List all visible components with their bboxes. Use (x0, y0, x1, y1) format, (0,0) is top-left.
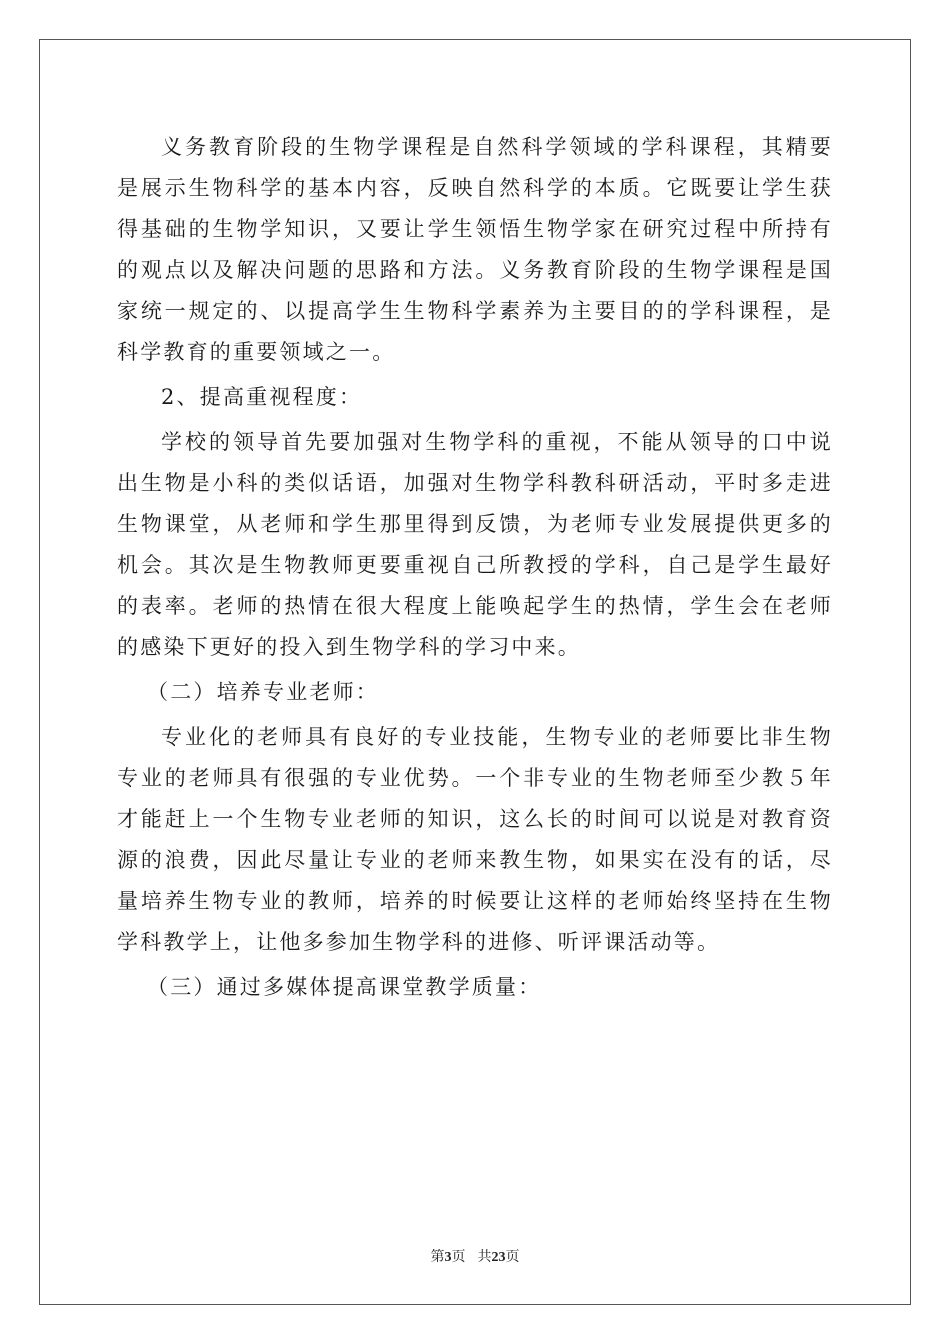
page-footer (0, 1246, 950, 1266)
paragraph-professional-teachers: 专业化的老师具有良好的专业技能，生物专业的老师要比非生物专业的老师具有很强的专业优势。一个非专业的生物老师至少教５年才能赶上一个生物专业老师的知识，这么长的时间可以说是对教育资源的浪费，因此尽量让专业的老师来教生物，如果实在没有的话，尽量培养生物专业的教师，培养的时候要让这样的老师始终坚持在生物学科教学上，让他多参加生物学科的进修、听评课活动等。 (117, 725, 833, 954)
page-total-count: 23 (491, 1250, 506, 1265)
heading-multimedia: （三）通过多媒体提高课堂教学质量： (147, 975, 542, 999)
document-body (117, 127, 833, 1012)
paragraph-biology-curriculum: 义务教育阶段的生物学课程是自然科学领域的学科课程，其精要是展示生物科学的基本内容，反映自然科学的本质。它既要让学生获得基础的生物学知识，又要让学生领悟生物学家在研究过程中所持有的观点以及解决问题的思路和方法。义务教育阶段的生物学课程是国家统一规定的、以提高学生生物科学素养为主要目的的学科课程，是科学教育的重要领域之一。 (117, 135, 833, 364)
page-number-current: 3 (444, 1250, 452, 1265)
heading-raise-attention: 2、提高重视程度： (161, 385, 363, 409)
page-number-suffix: 页 (451, 1250, 466, 1265)
page-number-prefix: 第 (430, 1250, 445, 1265)
heading-train-teachers: （二）培养专业老师： (147, 680, 379, 704)
page-total-suffix: 页 (505, 1250, 520, 1265)
paragraph-leadership-attention: 学校的领导首先要加强对生物学科的重视，不能从领导的口中说出生物是小科的类似话语，加强对生物学科教科研活动，平时多走进生物课堂，从老师和学生那里得到反馈，为老师专业发展提供更多的机会。其次是生物教师更要重视自己所教授的学科，自己是学生最好的表率。老师的热情在很大程度上能唤起学生的热情，学生会在老师的感染下更好的投入到生物学科的学习中来。 (117, 430, 833, 659)
page-total-prefix: 共 (477, 1250, 492, 1265)
